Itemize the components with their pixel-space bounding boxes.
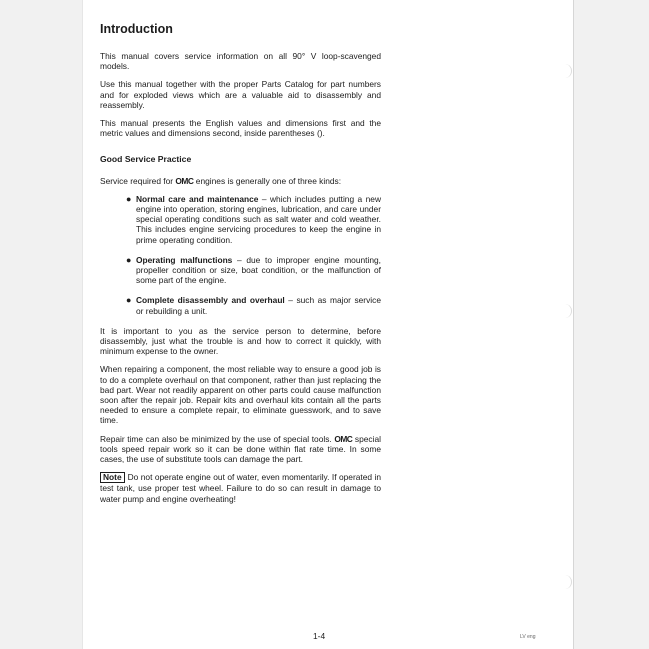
service-kinds-list xyxy=(100,194,381,316)
page-title: Introduction xyxy=(100,22,173,36)
list-item xyxy=(126,254,381,286)
kind-term: Operating malfunctions xyxy=(136,254,233,265)
bullet-icon: ● xyxy=(126,193,132,204)
repair-time-paragraph xyxy=(100,434,381,465)
bullet-icon: ● xyxy=(126,295,132,306)
intro-paragraph-1: This manual covers service information on all 90° V loop-scavenged models. xyxy=(100,51,381,72)
list-item xyxy=(126,295,381,316)
kind-term: Complete disassembly and overhaul xyxy=(136,295,285,306)
intro-paragraph-3: This manual presents the English values and dimensions first and the metric values and dimensions second, inside parentheses (). xyxy=(100,118,381,139)
note-text: Do not operate engine out of water, even momentarily. If operated in test tank, use proper test wheel. Failure to do so can result in damage to water pump and engine overheating! xyxy=(100,472,381,504)
repair-time-before: Repair time can also be minimized by the use of special tools. xyxy=(100,433,335,444)
omc-brand-mark: OMC xyxy=(175,175,194,186)
note-label: Note xyxy=(100,472,125,483)
bullet-icon: ● xyxy=(126,254,132,265)
omc-brand-mark: OMC xyxy=(334,433,353,444)
repair-time-after: special tools speed repair work so it can be done within flat rate time. In some cases, the use of substitute tools can damage the part. xyxy=(100,433,382,465)
list-item xyxy=(126,193,381,245)
page-content xyxy=(100,22,381,512)
corner-code: LV eng xyxy=(520,634,536,640)
body-paragraph-1: It is important to you as the service person to determine, before disassembly, just what the trouble is and how to correct it quickly, with minimum expense to the owner. xyxy=(100,325,381,357)
page-number: 1-4 xyxy=(313,631,326,641)
kind-description: – due to improper engine mounting, propeller condition or size, boat condition, or the malfunction of some part of the engine. xyxy=(136,254,381,286)
intro-paragraph-2: Use this manual together with the proper Parts Catalog for part numbers and for exploded views which are a valuable aid to disassembly and reassembly. xyxy=(100,79,381,110)
kind-description: – such as major service or rebuilding a unit. xyxy=(136,295,381,316)
service-lead-paragraph xyxy=(100,176,381,186)
service-lead-after: engines is generally one of three kinds: xyxy=(193,175,342,186)
service-lead-before: Service required for xyxy=(100,175,176,186)
kind-description: – which includes putting a new engine into operation, storing engines, lubrication, and care under special operating conditions such as salt water and cold weather. This includes engine servicing procedures to keep the engine in prime operating condition. xyxy=(136,193,381,245)
kind-term: Normal care and maintenance xyxy=(136,193,259,204)
body-paragraph-2: When repairing a component, the most reliable way to ensure a good job is to do a complete overhaul on that component, rather than just replacing the bad part. Wear not readily apparent on other parts could cause malfunction soon after the repair job. Repair kits and overhaul kits contain all the parts needed to ensure a complete repair, to eliminate guesswork, and to save time. xyxy=(100,364,381,426)
section-title: Good Service Practice xyxy=(100,154,192,165)
note-paragraph xyxy=(100,472,381,503)
